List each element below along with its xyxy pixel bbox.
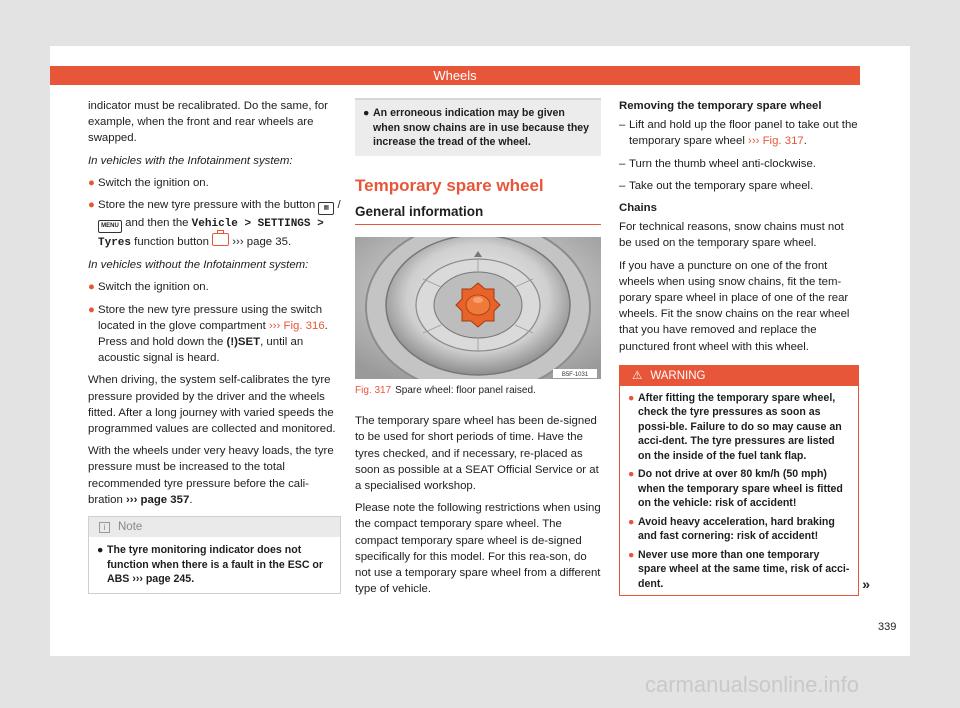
paragraph: For technical reasons, snow chains must not be used on the temporary spare wheel. — [619, 221, 844, 250]
paragraph: Please note the following restrictions when using the compact temporary spare wheel. The compact temporary spare wheel is de-signed specifically for this model. For this rea-son, do not use a temporary spare wheel from a different type of vehicle. — [355, 502, 601, 596]
list-item — [88, 175, 341, 191]
warning-text: Do not drive at over 80 km/h (50 mph) when the temporary spare wheel is fitted on the vehicle: risk of accident! — [638, 468, 843, 510]
dash-marker: – — [619, 179, 626, 192]
list-item-text: Switch the ignition on. — [98, 176, 209, 189]
watermark: carmanualsonline.info — [645, 672, 860, 697]
punctuation: . — [189, 493, 193, 506]
list-item-text: and then the — [122, 217, 192, 230]
bullet-icon: ● — [363, 107, 370, 119]
figure-caption — [355, 383, 601, 399]
figure-link[interactable]: ››› Fig. 317 — [748, 135, 804, 148]
page-link[interactable]: ››› page 35 — [232, 236, 288, 249]
column-left — [88, 98, 341, 594]
note-box — [88, 516, 341, 594]
punctuation: . — [803, 135, 807, 148]
note-body — [89, 537, 340, 593]
figure-number: Fig. 317 — [355, 384, 392, 396]
warning-title: WARNING — [650, 369, 706, 382]
paragraph-text: With the wheels under very heavy loads, the tyre pressure must be increased to the total recommended tyre pressure before the cali-bration — [88, 445, 334, 506]
list-item — [88, 197, 341, 251]
warning-header — [620, 366, 858, 386]
warning-text: Never use more than one temporary spare wheel at the same time, risk of acci-dent. — [638, 548, 850, 590]
warning-item — [628, 391, 850, 464]
infotainment-heading: In vehicles with the Infotainment system: — [88, 154, 293, 167]
warning-icon: ⚠ — [632, 369, 643, 382]
step-item — [619, 178, 859, 194]
spare-wheel-illustration — [355, 237, 601, 379]
paragraph: indicator must be recalibrated. Do the same, for example, when the front and rear wheels are swapped. — [88, 100, 328, 145]
bullet-icon: ● — [97, 544, 104, 557]
set-button-label: (!)SET — [226, 336, 261, 349]
subsection-title: General information — [355, 204, 601, 225]
spare-wheel-figure — [355, 237, 601, 379]
step-text: Take out the temporary spare wheel. — [629, 179, 814, 192]
warning-item — [628, 467, 850, 511]
paragraph — [88, 443, 341, 508]
note-header — [89, 517, 340, 537]
bullet-icon: ● — [88, 199, 95, 212]
list-item — [88, 279, 341, 295]
figure-link[interactable]: ››› Fig. 316 — [268, 319, 325, 332]
page-number: 339 — [878, 621, 897, 633]
removing-title: Removing the temporary spare wheel — [619, 100, 822, 112]
paragraph: When driving, the system self-calibrates the tyre pressure provided by the driver and the wheels fitted. After a long journey with varied speeds the programmed values are collected and monitored. — [88, 374, 336, 436]
note-text: An erroneous indication may be given when snow chains are in use because they increase the tread of the wheel. — [373, 107, 590, 148]
warning-text: After fitting the temporary spare wheel, check the tyre pressures as soon as possi-ble. Failure to do so may cause an acci-dent. The tyre pressures are listed on the inside of the fuel tank flap. — [638, 391, 842, 462]
page-link[interactable]: ››› page 357 — [126, 493, 190, 506]
warning-item — [628, 548, 850, 592]
infotainment-icon — [212, 233, 229, 246]
paragraph: The temporary spare wheel has been de-signed to be used for short periods of time. Have the tyres checked, and if necessary, re-placed as soon as possible at a SEAT Official Service or at a specialised workshop. — [355, 415, 599, 492]
warning-item — [628, 515, 850, 544]
step-text: Lift and hold up the floor panel to take out the temporary spare wheel — [629, 119, 858, 148]
list-item-text: , until an acoustic signal is heard. — [98, 336, 304, 365]
info-icon: i — [99, 522, 110, 533]
note-continuation — [355, 98, 601, 156]
bullet-icon: ● — [88, 281, 95, 294]
note-text: The tyre monitoring indicator does not function when there is a fault in the ESC or ABS — [107, 544, 324, 586]
chains-title: Chains — [619, 202, 657, 215]
page-header: Wheels — [50, 66, 860, 85]
menu-path: Vehicle > SETTINGS > Tyres — [98, 218, 324, 250]
dash-marker: – — [619, 157, 626, 170]
warning-text: Avoid heavy acceleration, hard braking and fast cornering: risk of accident! — [638, 515, 835, 543]
warning-body — [620, 386, 870, 596]
section-title: Temporary spare wheel — [355, 175, 544, 195]
bullet-icon: ● — [88, 176, 95, 189]
warning-box — [619, 365, 870, 597]
list-item-text: . Press and hold down the — [98, 319, 328, 349]
punctuation: . — [191, 573, 195, 586]
continue-arrow-icon: » — [862, 575, 870, 592]
figure-code: B5F-1031 — [561, 371, 589, 378]
bullet-icon: ● — [628, 391, 635, 404]
punctuation: . — [287, 236, 292, 249]
list-item-text: Store the new tyre pressure with the button — [98, 199, 316, 212]
bullet-icon: ● — [628, 548, 635, 561]
no-infotainment-heading: In vehicles without the Infotainment system: — [88, 259, 309, 272]
list-item-text: function button — [131, 236, 213, 249]
bullet-icon: ● — [628, 515, 635, 528]
list-item-text: Switch the ignition on. — [98, 281, 209, 294]
page-link[interactable]: ››› page 245 — [132, 573, 192, 586]
menu-button-icon: MENU — [98, 220, 122, 233]
column-middle — [355, 98, 601, 603]
step-item — [619, 117, 859, 149]
dash-marker: – — [619, 119, 626, 132]
step-item — [619, 156, 859, 172]
separator: / — [334, 199, 341, 212]
infotainment-button-icon: ▦ — [318, 202, 334, 215]
note-title: Note — [118, 521, 143, 534]
bullet-icon: ● — [628, 468, 635, 481]
caption-text: Spare wheel: floor panel raised. — [395, 384, 536, 396]
bullet-icon: ● — [88, 303, 95, 316]
step-text: Turn the thumb wheel anti-clockwise. — [629, 157, 816, 170]
list-item-text: Store the new tyre pressure using the switch located in the glove compartment — [98, 303, 323, 332]
paragraph: If you have a puncture on one of the front wheels when using snow chains, fit the tem-porary spare wheel in place of one of the rear wheels. Fit the snow chains on the rear wheel that you have removed and replace the punctured front wheel with this wheel. — [619, 259, 850, 353]
list-item — [88, 302, 341, 367]
column-right — [619, 98, 870, 596]
